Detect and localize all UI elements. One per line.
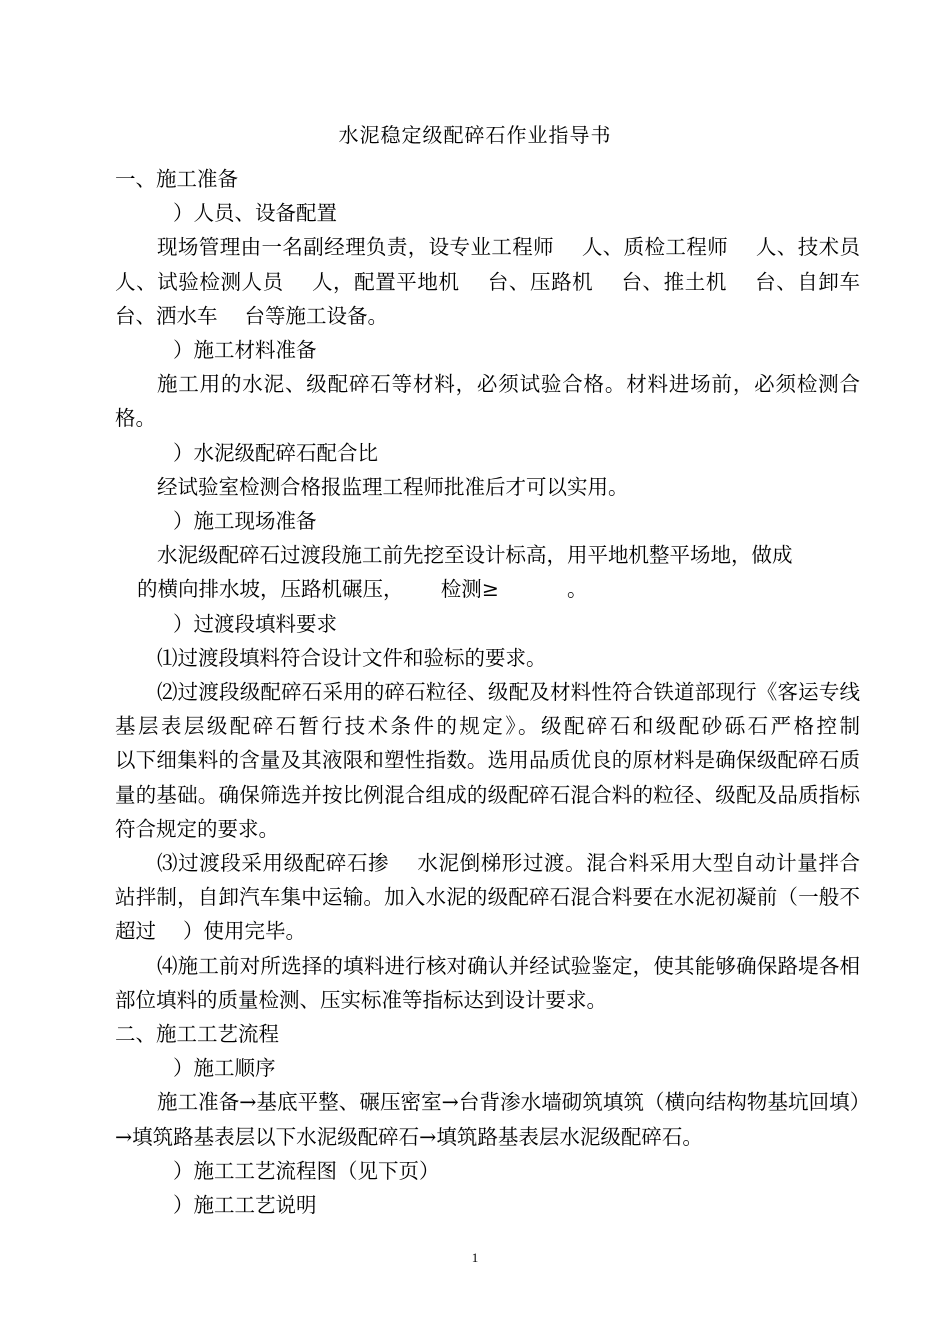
list-item-1: ⑴过渡段填料符合设计文件和验标的要求。: [157, 645, 547, 670]
document-title: 水泥稳定级配碎石作业指导书: [338, 123, 612, 147]
paragraph-site-line2: 的横向排水坡，压路机碾压， 检测≥ 。: [137, 577, 588, 602]
document-body: [115, 162, 929, 1222]
paragraph-sequence: 施工准备→基底平整、碾压密室→台背渗水墙砌筑填筑（横向结构物基坑回填）→填筑路基表层以下水泥级配碎石→填筑路基表层水泥级配碎石。: [115, 1090, 860, 1149]
paragraph-mix-ratio: 经试验室检测合格报监理工程师批准后才可以实用。: [157, 474, 629, 499]
section-heading-2: 二、施工工艺流程: [115, 1022, 279, 1047]
paragraph-personnel: 现场管理由一名副经理负责，设专业工程师 人、质检工程师 人、技术员 人、试验检测人员 人，配置平地机 台、压路机 台、推土机 台、自卸车 台、洒水车 台等施工设备。: [115, 235, 888, 328]
subheading-sequence: ）施工顺序: [173, 1056, 276, 1081]
list-item-3: ⑶过渡段采用级配碎石掺 水泥倒梯形过渡。混合料采用大型自动计量拌合站拌制，自卸汽车集中运输。加入水泥的级配碎石混合料要在水泥初凝前（一般不超过 ）使用完毕。: [115, 851, 860, 944]
page-number: 1: [471, 1250, 479, 1265]
subheading-materials: ）施工材料准备: [173, 338, 317, 363]
list-item-4: ⑷施工前对所选择的填料进行核对确认并经试验鉴定，使其能够确保路堤各相部位填料的质量检测、压实标准等指标达到设计要求。: [115, 953, 860, 1012]
subheading-process-description: ）施工工艺说明: [173, 1193, 317, 1218]
subheading-site: ）施工现场准备: [173, 509, 317, 534]
paragraph-materials: 施工用的水泥、级配碎石等材料，必须试验合格。材料进场前，必须检测合格。: [115, 372, 860, 431]
section-heading-1: 一、施工准备: [115, 167, 238, 191]
subheading-fill-requirements: ）过渡段填料要求: [173, 611, 337, 636]
paragraph-site-line1: 水泥级配碎石过渡段施工前先挖至设计标高，用平地机整平场地，做成: [157, 543, 793, 568]
subheading-mix-ratio: ）水泥级配碎石配合比: [173, 440, 378, 465]
list-item-2: ⑵过渡段级配碎石采用的碎石粒径、级配及材料性符合铁道部现行《客运专线基层表层级配碎石暂行技术条件的规定》。级配碎石和级配砂砾石严格控制 以下细集料的含量及其液限和塑性指数。选用品质优良的原材料是确保级配碎石质量的基础。确保筛选并按比例混合组成的级配碎石混合料的粒径、级配及品质指标符合规定的要求。: [115, 680, 929, 841]
subheading-personnel: ）人员、设备配置: [173, 201, 337, 226]
subheading-flowchart: ）施工工艺流程图（见下页）: [173, 1158, 440, 1183]
